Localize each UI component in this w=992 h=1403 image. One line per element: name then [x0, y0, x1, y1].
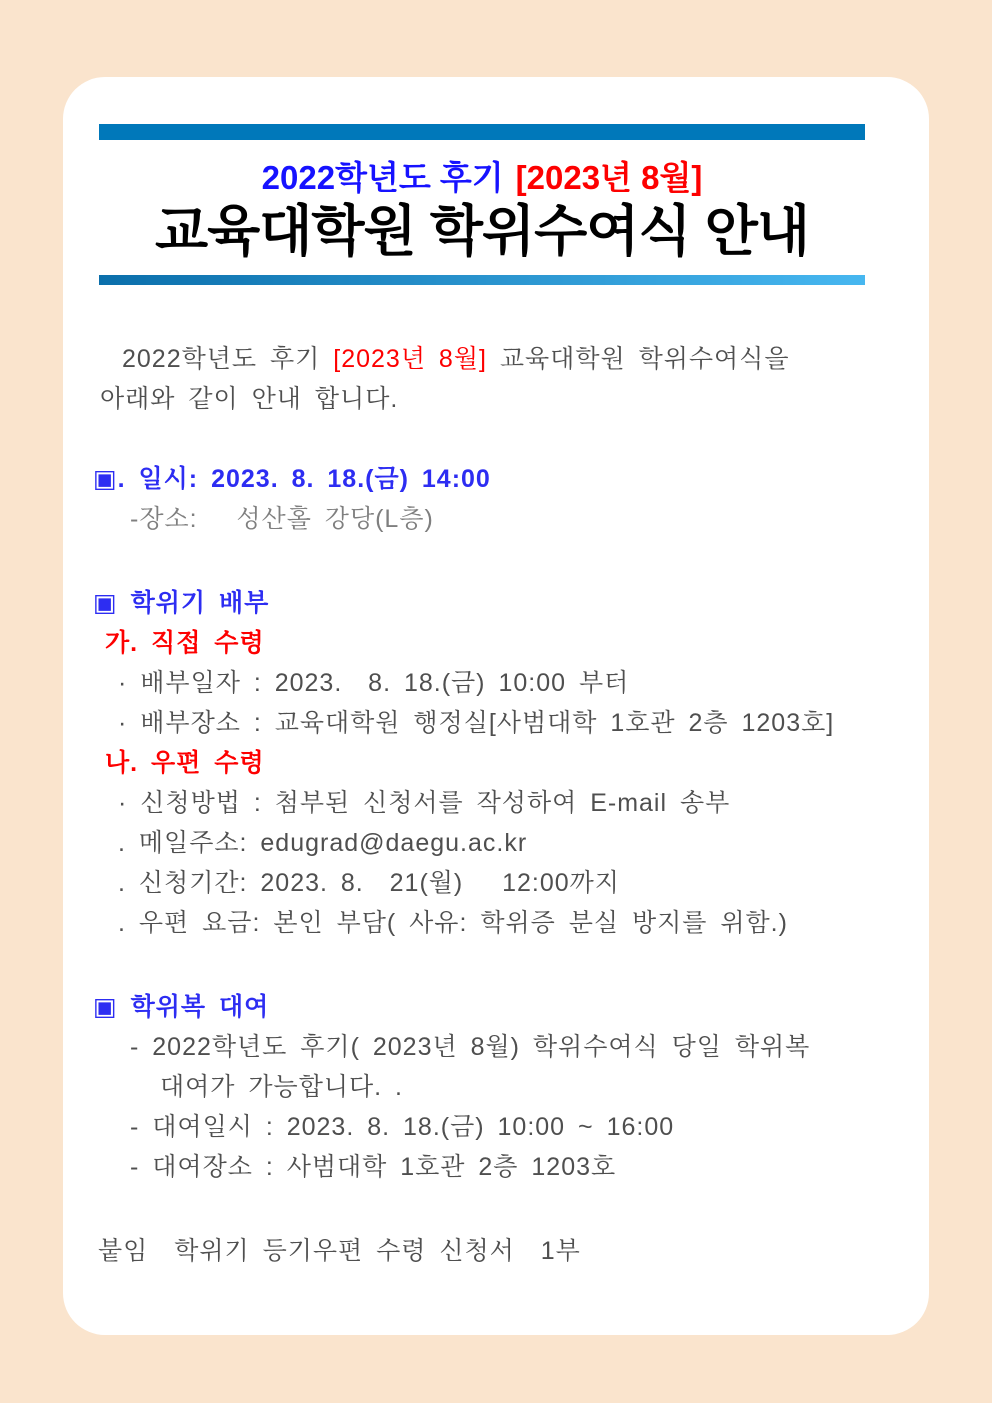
intro-line-1-post: 교육대학원 학위수여식을: [486, 345, 790, 373]
gown-rental-heading: ▣ 학위복 대여: [93, 993, 270, 1021]
ceremony-datetime-heading: ▣. 일시: 2023. 8. 18.(금) 14:00: [93, 465, 491, 493]
degree-distribution-section: [93, 583, 909, 943]
mail-period-item: . 신청기간: 2023. 8. 21(월) 12:00까지: [118, 869, 620, 897]
gown-rental-info-continuation: 대여가 가능합니다. .: [160, 1073, 403, 1101]
gown-rental-time-line: - 대여일시 : 2023. 8. 18.(금) 10:00 ~ 16:00: [130, 1113, 675, 1141]
mail-address-item: . 메일주소: edugrad@daegu.ac.kr: [118, 829, 528, 857]
gown-rental-place-line: - 대여장소 : 사범대학 1호관 2층 1203호: [130, 1153, 617, 1181]
direct-receipt-place-item: · 배부장소 : 교육대학원 행정실[사범대학 1호관 2층 1203호]: [118, 709, 835, 737]
intro-line-1-date: [2023년 8월]: [333, 345, 487, 373]
subtitle-date-text: [2023년 8월]: [515, 159, 703, 196]
direct-receipt-date-item: · 배부일자 : 2023. 8. 18.(금) 10:00 부터: [118, 669, 630, 697]
attachment-note: 붙임 학위기 등기우편 수령 신청서 1부: [98, 1237, 581, 1265]
degree-distribution-heading: ▣ 학위기 배부: [93, 589, 270, 617]
subtitle-term-text: 2022학년도 후기: [261, 159, 504, 196]
ceremony-venue: -장소: 성산홀 강당(L층): [130, 505, 434, 533]
intro-line-1: [100, 339, 909, 379]
document-header: [99, 124, 865, 285]
announcement-card: [63, 77, 929, 1335]
mail-method-item: · 신청방법 : 첨부된 신청서를 작성하여 E-mail 송부: [118, 789, 731, 817]
intro-line-1-pre: 2022학년도 후기: [122, 345, 334, 373]
mail-receipt-label: 나. 우편 수령: [105, 749, 265, 777]
document-body: [63, 339, 929, 1271]
header-gradient-bar: [99, 275, 865, 285]
intro-paragraph: [100, 339, 909, 419]
document-title: 교육대학원 학위수여식 안내: [154, 200, 810, 262]
mail-fee-item: . 우편 요금: 본인 부담( 사유: 학위증 분실 방지를 위함.): [118, 909, 788, 937]
ceremony-schedule-section: [93, 459, 909, 539]
document-subtitle: [99, 156, 865, 199]
direct-receipt-label: 가. 직접 수령: [105, 629, 265, 657]
gown-rental-info-line: - 2022학년도 후기( 2023년 8월) 학위수여식 당일 학위복: [130, 1033, 811, 1061]
intro-line-2: 아래와 같이 안내 합니다.: [100, 385, 399, 413]
gown-rental-section: [93, 987, 909, 1187]
header-top-bar: [99, 124, 865, 140]
